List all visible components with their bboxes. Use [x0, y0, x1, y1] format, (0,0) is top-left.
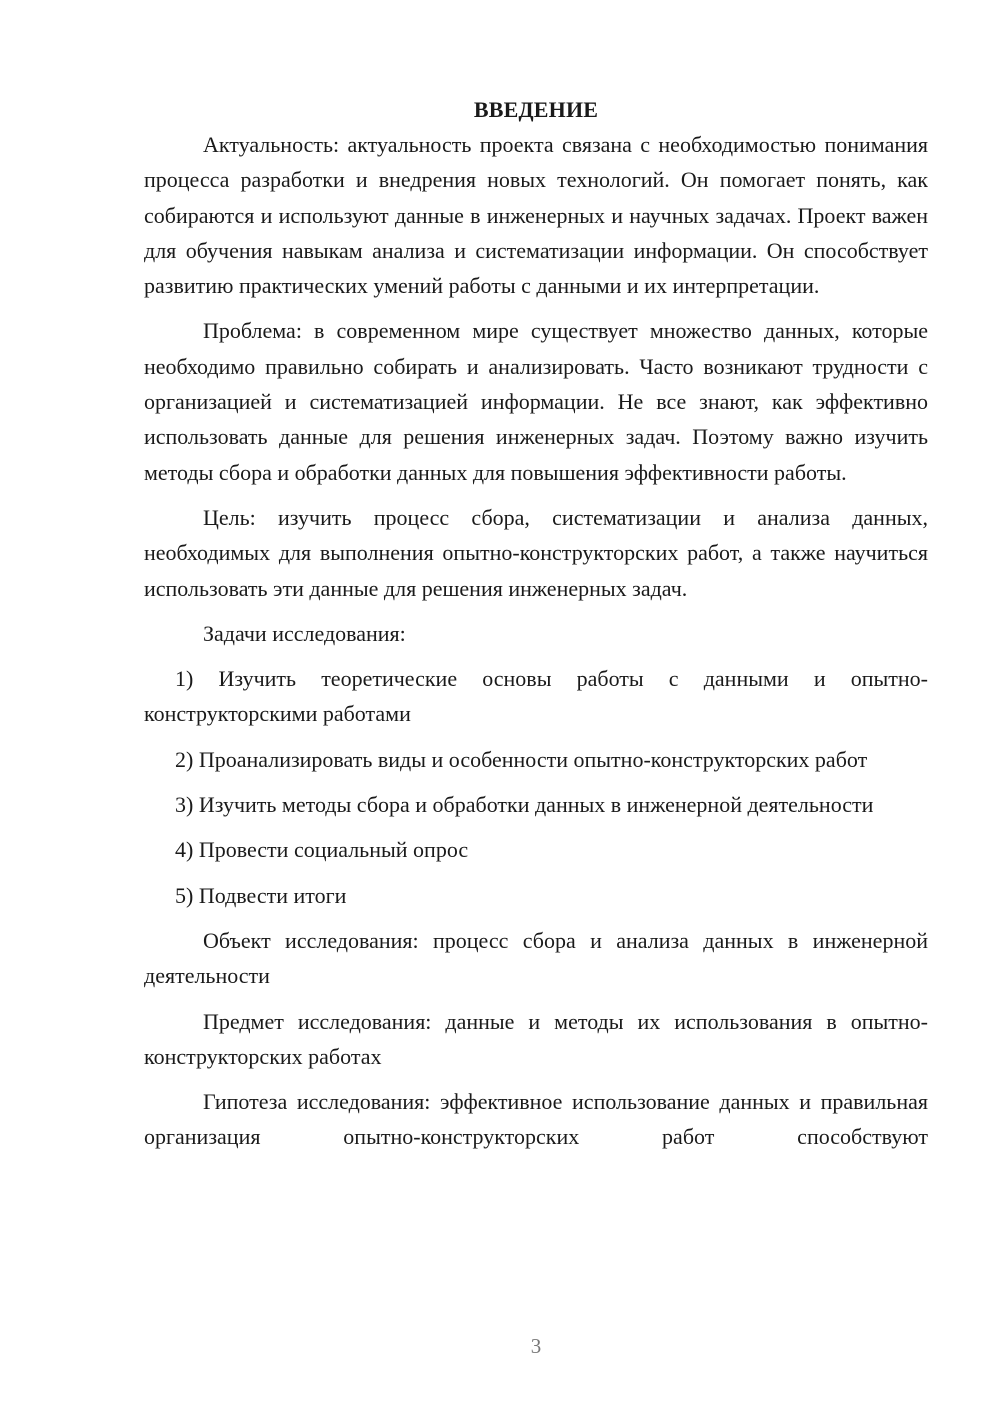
- object-paragraph: Объект исследования: процесс сбора и анализа данных в инженерной деятельности: [144, 927, 928, 989]
- relevance-paragraph: Актуальность: актуальность проекта связана с необходимостью понимания процесса разработки и внедрения новых технологий. Он помогает понять, как собираются и используют данные в инженерных и научных задачах. Проект важен для обучения навыкам анализа и систематизации информации. Он способствует развитию практических умений работы с данными и их интерпретации.: [144, 132, 928, 299]
- task-item-1: 1) Изучить теоретические основы работы с данными и опытно-конструкторскими работами: [144, 666, 928, 727]
- task-item-3: 3) Изучить методы сбора и обработки данных в инженерной деятельности: [175, 792, 874, 818]
- task-item-4: 4) Провести социальный опрос: [175, 837, 469, 863]
- document-page: [144, 92, 928, 1155]
- hypothesis-paragraph: Гипотеза исследования: эффективное использование данных и правильная организация опытно-конструкторских работ способствуют: [144, 1089, 928, 1150]
- tasks-heading: Задачи исследования:: [203, 620, 406, 646]
- page-number: 3: [530, 1334, 542, 1358]
- problem-paragraph: Проблема: в современном мире существует множество данных, которые необходимо правильно собирать и анализировать. Часто возникают трудности с организацией и систематизацией информации. Не все знают, как эффективно использовать данные для решения инженерных задач. Поэтому важно изучить методы сбора и обработки данных для повышения эффективности работы.: [144, 318, 928, 485]
- goal-paragraph: Цель: изучить процесс сбора, систематизации и анализа данных, необходимых для выполнения опытно-конструкторских работ, а также научиться использовать эти данные для решения инженерных задач.: [144, 504, 928, 601]
- task-item-5: 5) Подвести итоги: [175, 882, 347, 908]
- subject-paragraph: Предмет исследования: данные и методы их использования в опытно-конструкторских работах: [144, 1008, 928, 1069]
- section-title: ВВЕДЕНИЕ: [473, 97, 599, 122]
- task-item-2: 2) Проанализировать виды и особенности опытно-конструкторских работ: [175, 746, 868, 772]
